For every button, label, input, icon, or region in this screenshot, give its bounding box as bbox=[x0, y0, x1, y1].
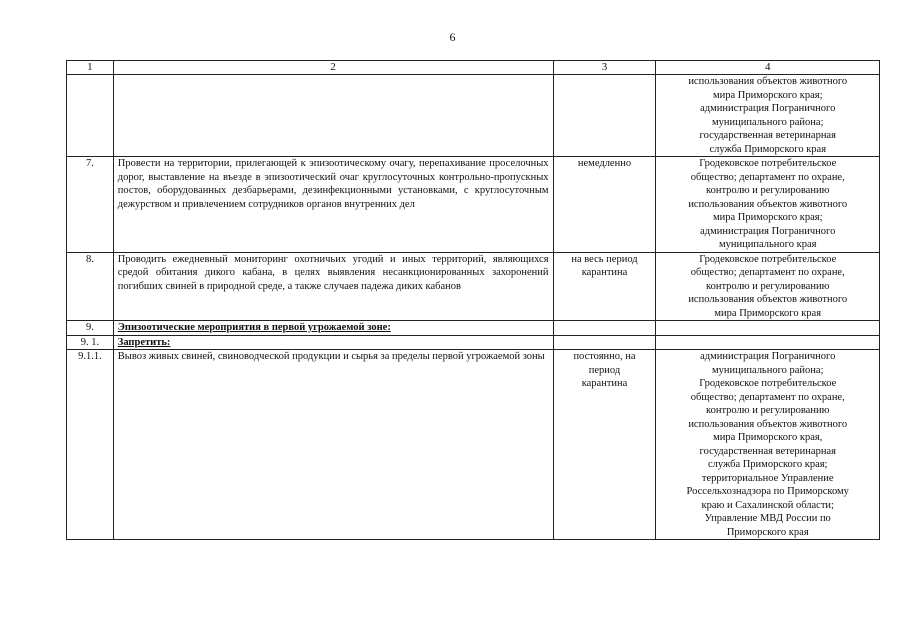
term-cell bbox=[553, 350, 656, 540]
responsible-line: общество; департамент по охране, bbox=[690, 171, 845, 183]
term-cell bbox=[553, 157, 656, 253]
measure-text bbox=[113, 252, 553, 321]
responsible-cell bbox=[656, 350, 880, 540]
page-number: 6 bbox=[449, 30, 456, 44]
header-col-3: 3 bbox=[553, 61, 656, 75]
term-cell bbox=[553, 75, 656, 157]
responsible-line: мира Приморского края bbox=[714, 307, 822, 319]
responsible-line: контролю и регулированию bbox=[706, 280, 830, 292]
measure-text-line: Запретить: bbox=[117, 336, 171, 348]
responsible-line: мира Приморского края; bbox=[712, 212, 823, 223]
responsible-line: Гродековское потребительское bbox=[699, 253, 837, 265]
row-number bbox=[67, 75, 114, 157]
measure-text bbox=[113, 321, 553, 336]
responsible-line: контролю и регулированию bbox=[706, 185, 830, 196]
term-line: период bbox=[588, 364, 621, 376]
header-col-1: 1 bbox=[67, 61, 114, 75]
measure-text-line: Эпизоотические мероприятия в первой угрожаемой зоне: bbox=[117, 322, 391, 333]
responsible-line: администрация Пограничного bbox=[700, 351, 836, 362]
responsible-line: администрация Пограничного bbox=[700, 225, 836, 237]
responsible-line: Приморского края bbox=[726, 526, 809, 538]
table-row bbox=[67, 252, 880, 321]
term-line: карантина bbox=[581, 378, 628, 389]
responsible-line: Гродековское потребительское bbox=[699, 158, 837, 169]
responsible-line: муниципального района; bbox=[711, 116, 824, 128]
responsible-line: Россельхознадзора по Приморскому bbox=[686, 486, 849, 497]
header-col-2: 2 bbox=[113, 61, 553, 75]
responsible-line: общество; департамент по охране, bbox=[690, 391, 845, 403]
responsible-line: общество; департамент по охране, bbox=[690, 267, 845, 278]
measure-text bbox=[113, 350, 553, 540]
responsible-line: использования объектов животного bbox=[688, 418, 848, 430]
responsible-line: муниципального района; bbox=[711, 364, 824, 376]
table-header-row bbox=[67, 61, 880, 75]
responsible-cell bbox=[656, 321, 880, 336]
table-row bbox=[67, 157, 880, 253]
responsible-line: использования объектов животного bbox=[688, 294, 848, 305]
term-cell bbox=[553, 335, 656, 350]
responsible-line: служба Приморского края bbox=[709, 143, 827, 155]
responsible-cell bbox=[656, 75, 880, 157]
measure-text bbox=[113, 75, 553, 157]
section-row bbox=[67, 321, 880, 336]
term-line: немедленно bbox=[577, 158, 632, 169]
measures-table bbox=[66, 60, 880, 540]
responsible-line: использования объектов животного bbox=[688, 198, 848, 210]
table-row bbox=[67, 75, 880, 157]
term-cell bbox=[553, 252, 656, 321]
table-row bbox=[67, 350, 880, 540]
responsible-cell bbox=[656, 335, 880, 350]
responsible-cell bbox=[656, 252, 880, 321]
responsible-line: краю и Сахалинской области; bbox=[701, 499, 834, 511]
row-number: 8. bbox=[67, 252, 114, 321]
responsible-line: администрация Пограничного bbox=[700, 103, 836, 114]
responsible-line: контролю и регулированию bbox=[706, 405, 830, 416]
responsible-line: государственная ветеринарная bbox=[699, 445, 836, 457]
row-number: 9. 1. bbox=[67, 335, 114, 350]
responsible-line: Управление МВД России по bbox=[704, 513, 831, 524]
measure-text-line: Вывоз живых свиней, свиноводческой продукции и сырья за пределы первой угрожаемой зоны bbox=[117, 351, 545, 362]
responsible-line: служба Приморского края; bbox=[707, 459, 828, 470]
term-line: постоянно, на bbox=[573, 351, 636, 362]
term-line: на весь период bbox=[571, 253, 638, 265]
measure-text-line: Проводить ежедневный мониторинг охотничьих угодий и иных территорий, являющихся средой обитания дикого кабана, в целях выявления несанкционированных захоронений погибших свиней в природной среде, а также случаев падежа диких кабанов bbox=[117, 253, 549, 292]
header-col-4: 4 bbox=[656, 61, 880, 75]
term-cell bbox=[553, 321, 656, 336]
responsible-line: муниципального края bbox=[719, 239, 817, 250]
responsible-line: территориальное Управление bbox=[701, 472, 834, 484]
measure-text-line: Провести на территории, прилегающей к эпизоотическому очагу, перепахивание проселочных дорог, выставление на въезде в эпизоотический очаг круглосуточных контрольно-пропускных постов, оборудованных дезбарьерами, дезинфекционными установками, с круглосуточным дежурством и привлечением сотрудников органов внутренних дел bbox=[117, 158, 549, 210]
measure-text bbox=[113, 157, 553, 253]
responsible-line: Гродековское потребительское bbox=[699, 378, 837, 389]
row-number: 9. bbox=[67, 321, 114, 336]
responsible-line: мира Приморского края, bbox=[713, 432, 823, 443]
responsible-line: государственная ветеринарная bbox=[699, 130, 836, 141]
measure-text bbox=[113, 335, 553, 350]
responsible-line: мира Приморского края; bbox=[712, 89, 823, 101]
term-line: карантина bbox=[581, 267, 628, 278]
responsible-line: использования объектов животного bbox=[688, 76, 848, 87]
responsible-cell bbox=[656, 157, 880, 253]
section-row bbox=[67, 335, 880, 350]
row-number: 9.1.1. bbox=[67, 350, 114, 540]
row-number: 7. bbox=[67, 157, 114, 253]
table-body bbox=[67, 61, 880, 540]
